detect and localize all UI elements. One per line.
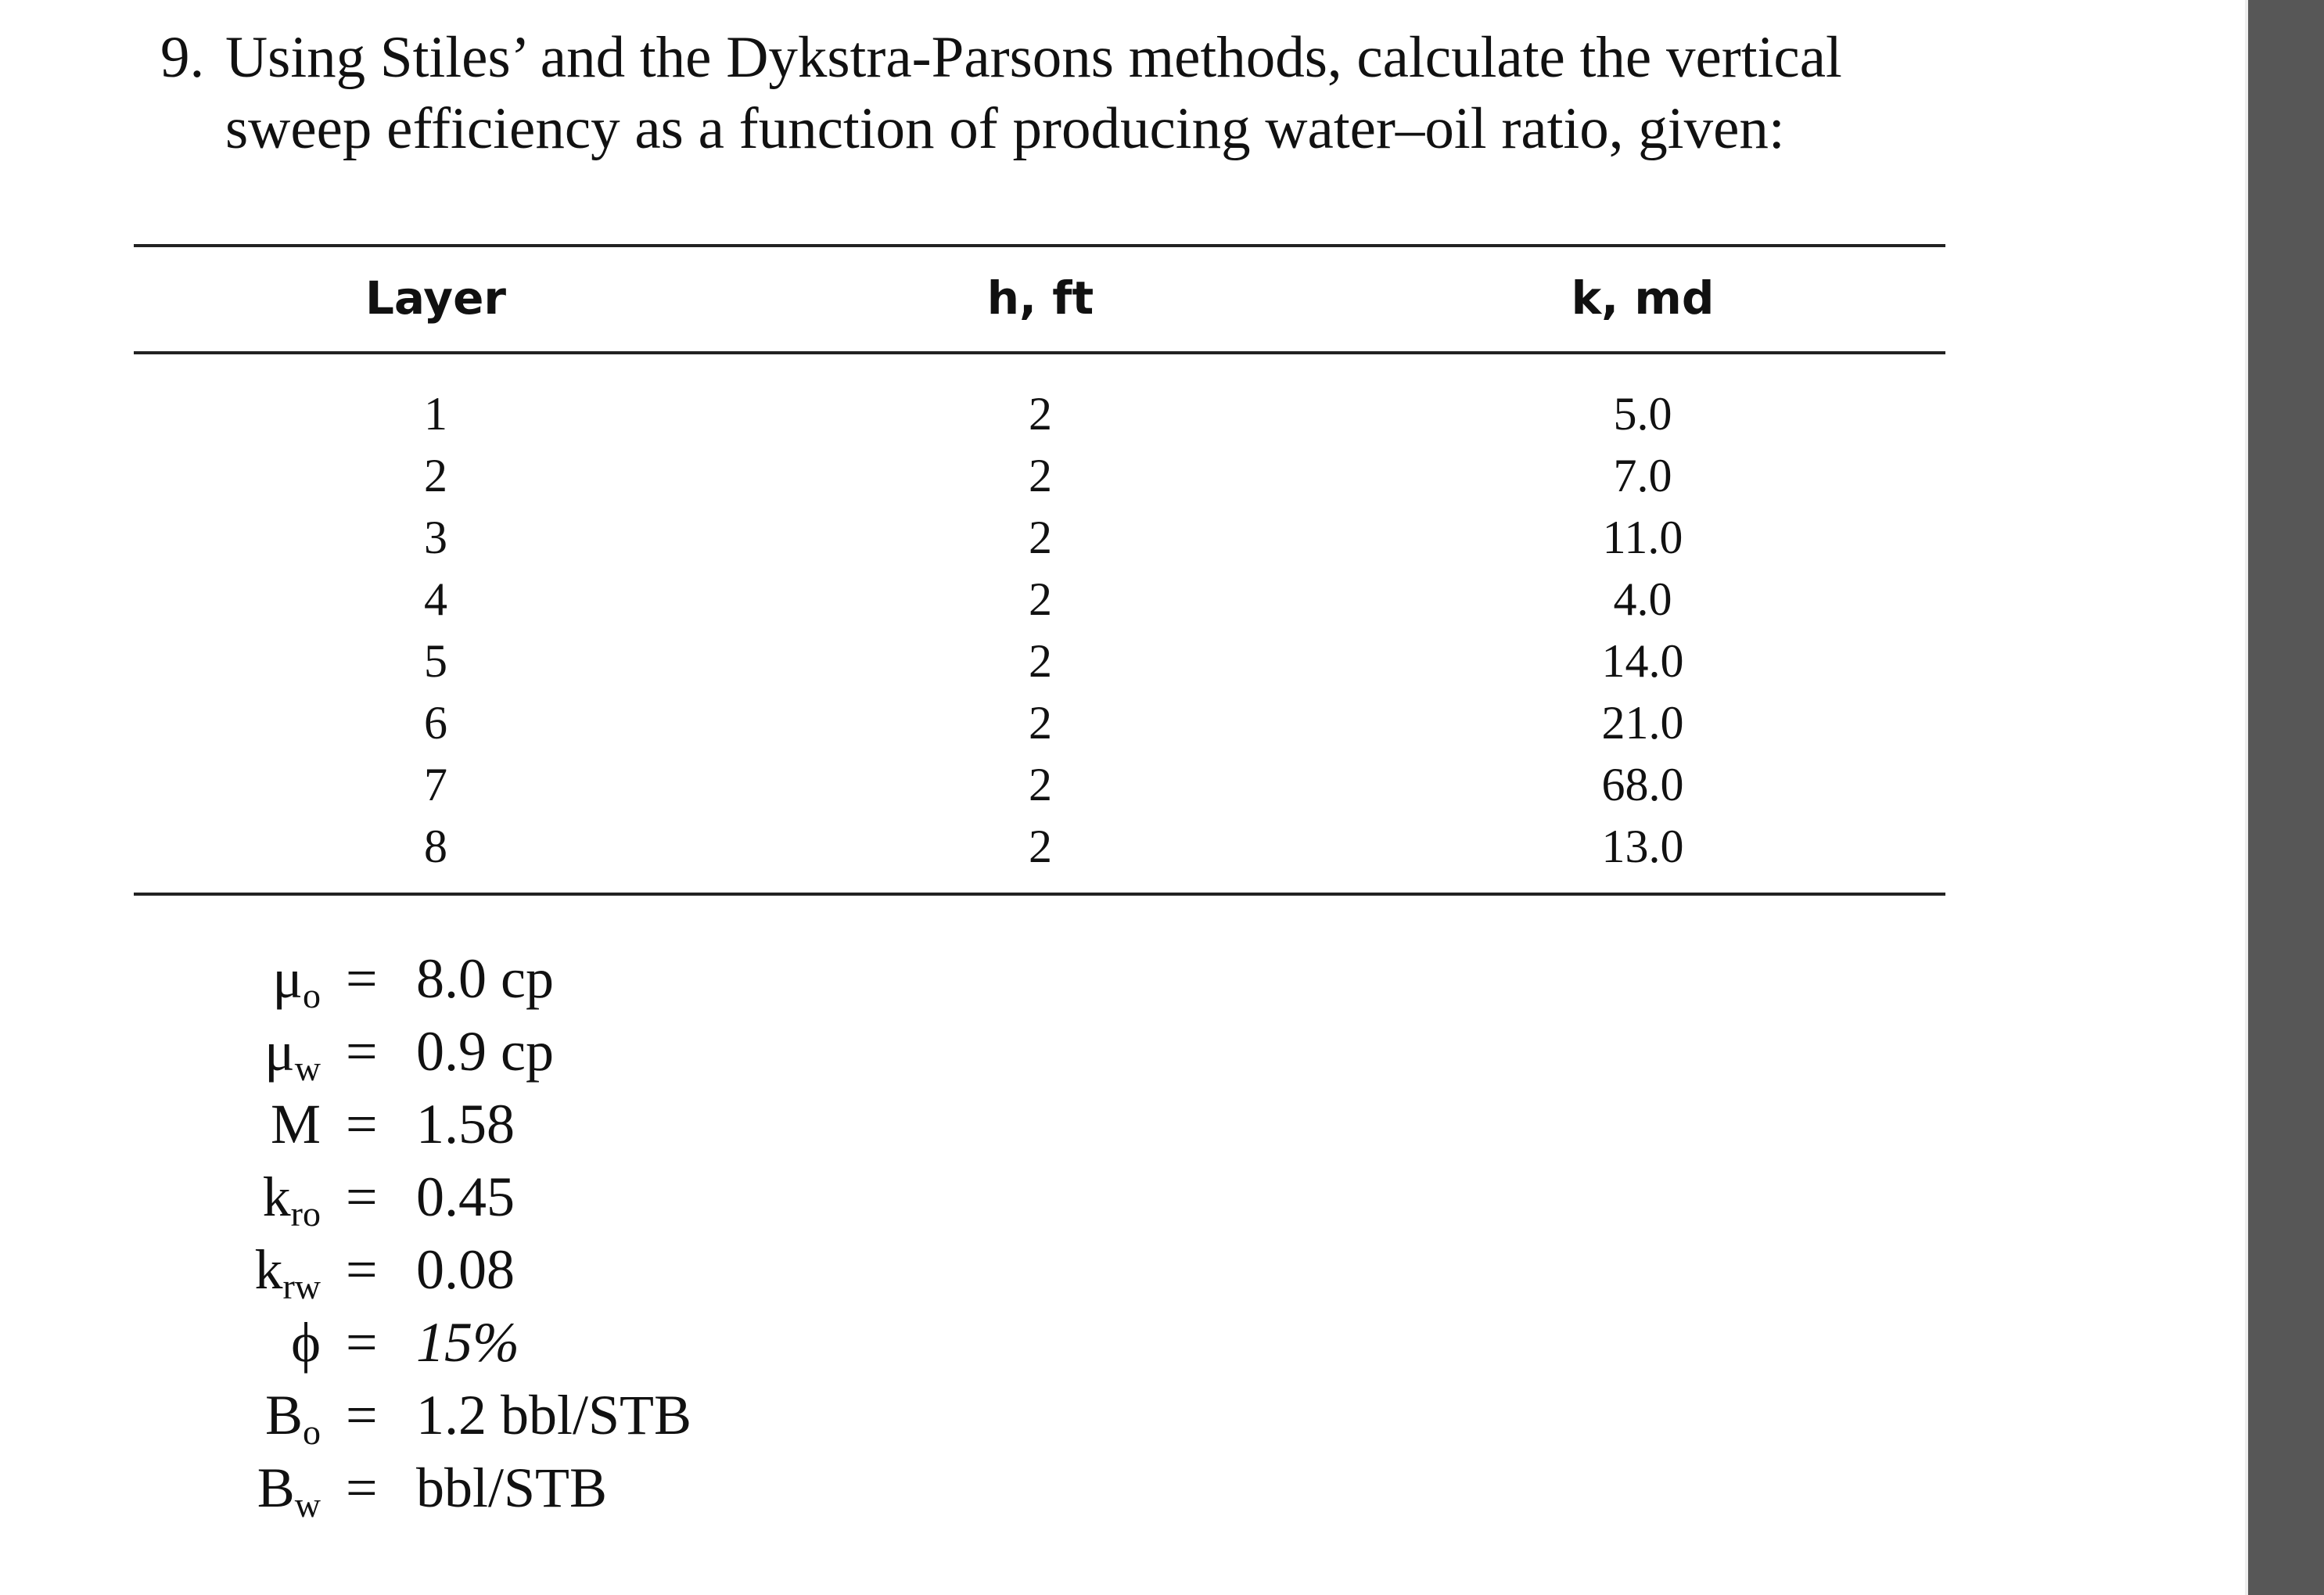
- parameter-list: [0, 945, 939, 1527]
- problem-number: 9.: [160, 25, 205, 90]
- parameter-symbol: $\mu_w$: [264, 1020, 321, 1088]
- table-row: [0, 757, 2034, 819]
- parameter-oil-formation-volume-factor: [0, 1381, 939, 1454]
- table-row: [0, 448, 2034, 510]
- table-bottom-rule: [134, 893, 1945, 896]
- parameter-symbol: $\mu_o$: [272, 947, 321, 1015]
- parameter-oil-relative-permeability: [0, 1163, 939, 1236]
- equals-sign: =: [346, 1238, 378, 1301]
- problem-text-line-2: sweep efficiency as a function of producing water–oil ratio, given:: [225, 96, 1785, 161]
- cell-thickness: 2: [1029, 635, 1052, 687]
- cell-permeability: 13.0: [1601, 821, 1684, 872]
- cell-permeability: 21.0: [1601, 697, 1684, 749]
- parameter-value: 1.58: [416, 1093, 515, 1155]
- parameter-value: bbl/STB: [416, 1457, 608, 1519]
- cell-thickness: 2: [1029, 759, 1052, 810]
- table-row: [0, 386, 2034, 448]
- parameter-value: 8.0 cp: [416, 947, 554, 1010]
- parameter-mobility-ratio: [0, 1090, 939, 1163]
- problem-text-line-1: Using Stiles’ and the Dykstra-Parsons methods, calculate the vertical: [225, 25, 1842, 90]
- cell-layer: 7: [424, 759, 447, 810]
- cell-thickness: 2: [1029, 512, 1052, 563]
- table-row: [0, 572, 2034, 634]
- parameter-water-viscosity: [0, 1018, 939, 1090]
- cell-permeability: 14.0: [1601, 635, 1684, 687]
- table-row: [0, 695, 2034, 757]
- cell-thickness: 2: [1029, 388, 1052, 440]
- parameter-porosity: [0, 1309, 939, 1381]
- equals-sign: =: [346, 1093, 378, 1155]
- parameter-oil-viscosity: [0, 945, 939, 1018]
- table-row: [0, 819, 2034, 881]
- equals-sign: =: [346, 947, 378, 1010]
- parameter-value: 0.08: [416, 1238, 515, 1301]
- cell-permeability: 68.0: [1601, 759, 1684, 810]
- cell-thickness: 2: [1029, 821, 1052, 872]
- cell-permeability: 4.0: [1613, 573, 1672, 625]
- cell-thickness: 2: [1029, 450, 1052, 501]
- equals-sign: =: [346, 1457, 378, 1519]
- cell-layer: 8: [424, 821, 447, 872]
- equals-sign: =: [346, 1020, 378, 1083]
- header-thickness: h, ft: [986, 271, 1094, 325]
- equals-sign: =: [346, 1384, 378, 1446]
- parameter-symbol: $B_o$: [264, 1384, 321, 1452]
- equals-sign: =: [346, 1166, 378, 1228]
- cell-thickness: 2: [1029, 697, 1052, 749]
- table-body: [0, 386, 2034, 881]
- table-row: [0, 634, 2034, 695]
- header-layer: Layer: [365, 271, 507, 325]
- cell-layer: 5: [424, 635, 447, 687]
- parameter-value: 0.45: [416, 1166, 515, 1228]
- parameter-water-formation-volume-factor: [0, 1454, 939, 1527]
- cell-permeability: 5.0: [1613, 388, 1672, 440]
- cell-layer: 1: [424, 388, 447, 440]
- cell-layer: 3: [424, 512, 447, 563]
- cell-layer: 4: [424, 573, 447, 625]
- cell-layer: 6: [424, 697, 447, 749]
- cell-permeability: 11.0: [1602, 512, 1683, 563]
- parameter-water-relative-permeability: [0, 1236, 939, 1309]
- equals-sign: =: [346, 1311, 378, 1374]
- parameter-value: 0.9 cp: [416, 1020, 554, 1083]
- cell-thickness: 2: [1029, 573, 1052, 625]
- parameter-symbol: $B_w$: [257, 1457, 321, 1525]
- parameter-symbol: M: [270, 1093, 321, 1155]
- cell-layer: 2: [424, 450, 447, 501]
- parameter-symbol: ϕ: [291, 1311, 321, 1374]
- header-permeability: k, md: [1571, 271, 1715, 325]
- parameter-symbol: $k_{ro}$: [262, 1166, 321, 1234]
- viewer-scrollbar-track[interactable]: [2248, 0, 2324, 1595]
- table-header-rule: [134, 351, 1945, 354]
- parameter-value: 15%: [416, 1311, 519, 1374]
- parameter-symbol: $k_{rw}$: [254, 1238, 321, 1306]
- table-row: [0, 510, 2034, 572]
- table-top-rule: [134, 244, 1945, 247]
- parameter-value: 1.2 bbl/STB: [416, 1384, 692, 1446]
- cell-permeability: 7.0: [1613, 450, 1672, 501]
